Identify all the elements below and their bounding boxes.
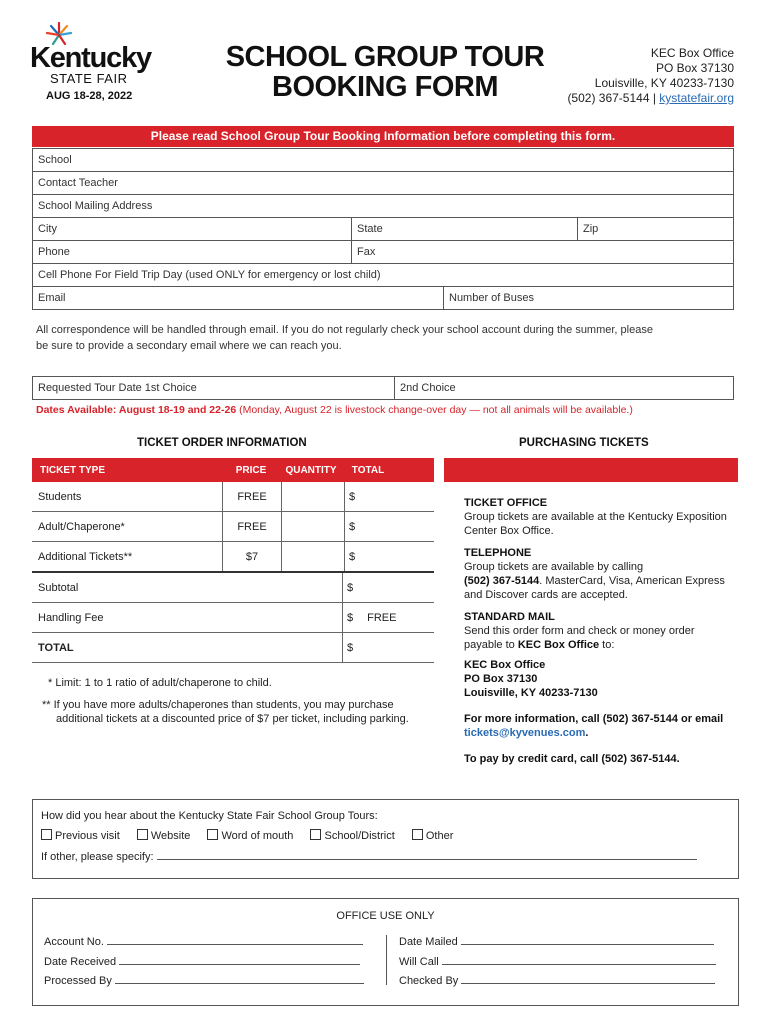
option-label: School/District [324, 830, 395, 842]
mail-address-line: KEC Box Office [464, 659, 546, 671]
total-row [32, 633, 434, 663]
purchasing-header-bar [444, 458, 738, 482]
ticket-price: FREE [222, 512, 281, 541]
date-received-input[interactable] [119, 964, 360, 965]
office-divider [386, 935, 387, 985]
ticket-office-text: Group tickets are available at the Kentucky Exposition Center Box Office. [464, 511, 727, 537]
fax-field[interactable]: Fax [351, 241, 733, 263]
footnote-2: ** If you have more adults/chaperones than students, you may purchase additional tickets at a discounted price of $7 per ticket, including parking. [42, 699, 409, 725]
office-label: Will Call [399, 955, 439, 968]
state-field[interactable]: State [351, 218, 577, 240]
handling-fee-value [342, 603, 434, 632]
page-title [200, 42, 570, 102]
total-label: TOTAL [38, 641, 74, 654]
telephone-title: TELEPHONE [464, 547, 532, 559]
separator: | [649, 91, 660, 105]
option-word-of-mouth[interactable] [207, 830, 293, 842]
referral-survey [32, 799, 739, 879]
quantity-input[interactable] [281, 482, 344, 511]
other-specify-input[interactable] [157, 859, 697, 860]
total-input[interactable]: $ [344, 542, 434, 571]
office-label: Checked By [399, 975, 459, 987]
option-school-district[interactable] [310, 830, 394, 842]
phone-field[interactable]: Phone [38, 246, 70, 258]
zip-field[interactable]: Zip [577, 218, 733, 240]
date-mailed-row [399, 933, 716, 953]
mail-text-2: to: [599, 639, 615, 651]
ticket-order-heading: TICKET ORDER INFORMATION [137, 437, 307, 449]
subtotal-input[interactable]: $ [342, 573, 434, 602]
tour-date-row [32, 376, 734, 400]
col-quantity: QUANTITY [285, 464, 337, 476]
tickets-email-link[interactable]: tickets@kyvenues.com [464, 727, 586, 739]
footnote-1: * Limit: 1 to 1 ratio of adult/chaperone to child. [48, 677, 272, 689]
fair-dates: AUG 18-28, 2022 [46, 90, 133, 102]
quantity-input[interactable] [281, 512, 344, 541]
phone-number: (502) 367-5144 [567, 91, 650, 105]
col-ticket-type: TICKET TYPE [40, 464, 106, 476]
mail-address-block [464, 658, 734, 700]
date-mailed-input[interactable] [461, 944, 714, 945]
office-right-fields [399, 933, 716, 992]
will-call-input[interactable] [442, 964, 716, 965]
processed-by-input[interactable] [115, 983, 364, 984]
number-of-buses-field[interactable]: Number of Buses [443, 287, 733, 309]
title-line-2: BOOKING FORM [272, 71, 498, 103]
contact-teacher-field[interactable]: Contact Teacher [38, 177, 118, 189]
website-link[interactable]: kystatefair.org [659, 91, 734, 105]
handling-fee-row [32, 603, 434, 633]
office-left-fields [44, 933, 364, 992]
dates-available-note: (Monday, August 22 is livestock change-over day — not all animals will be available.) [236, 404, 633, 416]
checkbox[interactable] [207, 829, 218, 840]
email-field[interactable]: Email [38, 292, 66, 304]
mail-address-line: PO Box 37130 [464, 673, 538, 685]
purchasing-info [464, 496, 734, 766]
date-received-row [44, 953, 364, 973]
more-info-end: . [585, 727, 589, 739]
checked-by-row [399, 972, 716, 992]
mail-block [464, 610, 734, 652]
ticket-price: $7 [222, 542, 281, 571]
col-price: PRICE [235, 464, 267, 476]
option-label: Word of mouth [221, 830, 294, 842]
subtotal-row [32, 573, 434, 603]
processed-by-row [44, 972, 364, 992]
mail-text: Send this order form and check or money order payable to [464, 625, 695, 651]
checkbox[interactable] [41, 829, 52, 840]
other-specify [41, 851, 697, 863]
office-label: Processed By [44, 975, 112, 987]
dates-available-bold: Dates Available: August 18-19 and 22-26 [36, 404, 237, 416]
box-office-address [567, 46, 734, 106]
account-no-row [44, 933, 364, 953]
telephone-number: (502) 367-5144 [464, 575, 540, 587]
footnotes [40, 676, 410, 726]
checked-by-input[interactable] [461, 983, 715, 984]
second-choice-field[interactable]: 2nd Choice [394, 377, 733, 399]
checkbox[interactable] [412, 829, 423, 840]
address-line: KEC Box Office [650, 46, 734, 60]
ticket-type: Additional Tickets** [38, 550, 133, 563]
city-field[interactable]: City [38, 223, 57, 235]
first-choice-field[interactable]: Requested Tour Date 1st Choice [38, 382, 197, 394]
more-info-block [464, 712, 734, 740]
email-note: All correspondence will be handled through email. If you do not regularly check your school account during the summer, please be sure to provide a secondary email where we can reach you. [36, 324, 653, 352]
survey-options [41, 829, 453, 842]
instruction-banner: Please read School Group Tour Booking Information before completing this form. [32, 126, 734, 147]
total-input[interactable]: $ [344, 512, 434, 541]
option-label: Other [425, 830, 454, 842]
address-line: Louisville, KY 40233-7130 [594, 76, 734, 90]
checkbox[interactable] [137, 829, 148, 840]
option-label: Website [150, 830, 191, 842]
table-row [32, 512, 434, 542]
mail-title: STANDARD MAIL [464, 611, 555, 623]
dates-available [36, 404, 633, 416]
fair-logo-wordmark: Kentucky [30, 42, 151, 74]
option-other[interactable] [412, 830, 454, 842]
ticket-table-header [32, 458, 434, 482]
ticket-type: Students [38, 490, 82, 503]
more-info-text: For more information, call (502) 367-5144 or email [464, 713, 724, 725]
cell-phone-field[interactable]: Cell Phone For Field Trip Day (used ONLY for emergency or lost child) [38, 269, 381, 281]
ticket-office-title: TICKET OFFICE [464, 497, 548, 509]
ticket-type: Adult/Chaperone* [38, 520, 125, 533]
subtotal-label: Subtotal [38, 581, 79, 594]
other-label: If other, please specify: [41, 851, 154, 863]
checkbox[interactable] [310, 829, 321, 840]
office-label: Account No. [44, 936, 104, 948]
purchasing-heading: PURCHASING TICKETS [519, 437, 649, 449]
credit-card-text: To pay by credit card, call (502) 367-5144. [464, 753, 680, 765]
handling-fee-label: Handling Fee [38, 611, 104, 624]
school-field[interactable]: School [38, 154, 72, 166]
contact-info-grid [32, 148, 734, 310]
quantity-input[interactable] [281, 542, 344, 571]
ticket-price: FREE [222, 482, 281, 511]
option-previous-visit[interactable] [41, 830, 120, 842]
mailing-address-field[interactable]: School Mailing Address [38, 200, 153, 212]
office-use-box [32, 898, 739, 1006]
total-input[interactable]: $ [344, 482, 434, 511]
ticket-order-table [32, 458, 434, 663]
grand-total-input[interactable]: $ [342, 633, 434, 662]
telephone-text: Group tickets are available by calling [464, 561, 644, 573]
survey-question: How did you hear about the Kentucky State Fair School Group Tours: [41, 810, 378, 822]
table-row [32, 482, 434, 512]
credit-card-note [464, 752, 734, 766]
account-no-input[interactable] [107, 944, 363, 945]
telephone-block [464, 546, 734, 602]
mail-payee: KEC Box Office [517, 639, 600, 651]
will-call-row [399, 953, 716, 973]
title-line-1: SCHOOL GROUP TOUR [225, 41, 545, 73]
telephone-text-2: . MasterCard, Visa, American Express and Discover cards are accepted. [464, 575, 725, 601]
contact-line [567, 91, 734, 106]
handling-free: FREE [367, 611, 397, 624]
office-use-heading: OFFICE USE ONLY [336, 910, 435, 922]
ticket-office-block [464, 496, 734, 538]
table-row [32, 542, 434, 573]
col-total: TOTAL [351, 464, 385, 476]
office-label: Date Received [44, 955, 117, 968]
option-label: Previous visit [55, 830, 120, 842]
office-label: Date Mailed [399, 936, 458, 948]
fair-logo-subtitle: STATE FAIR [50, 71, 128, 86]
option-website[interactable] [137, 830, 191, 842]
address-line: PO Box 37130 [655, 61, 734, 75]
mail-address-line: Louisville, KY 40233-7130 [464, 687, 598, 699]
handling-dollar: $ [347, 611, 354, 624]
